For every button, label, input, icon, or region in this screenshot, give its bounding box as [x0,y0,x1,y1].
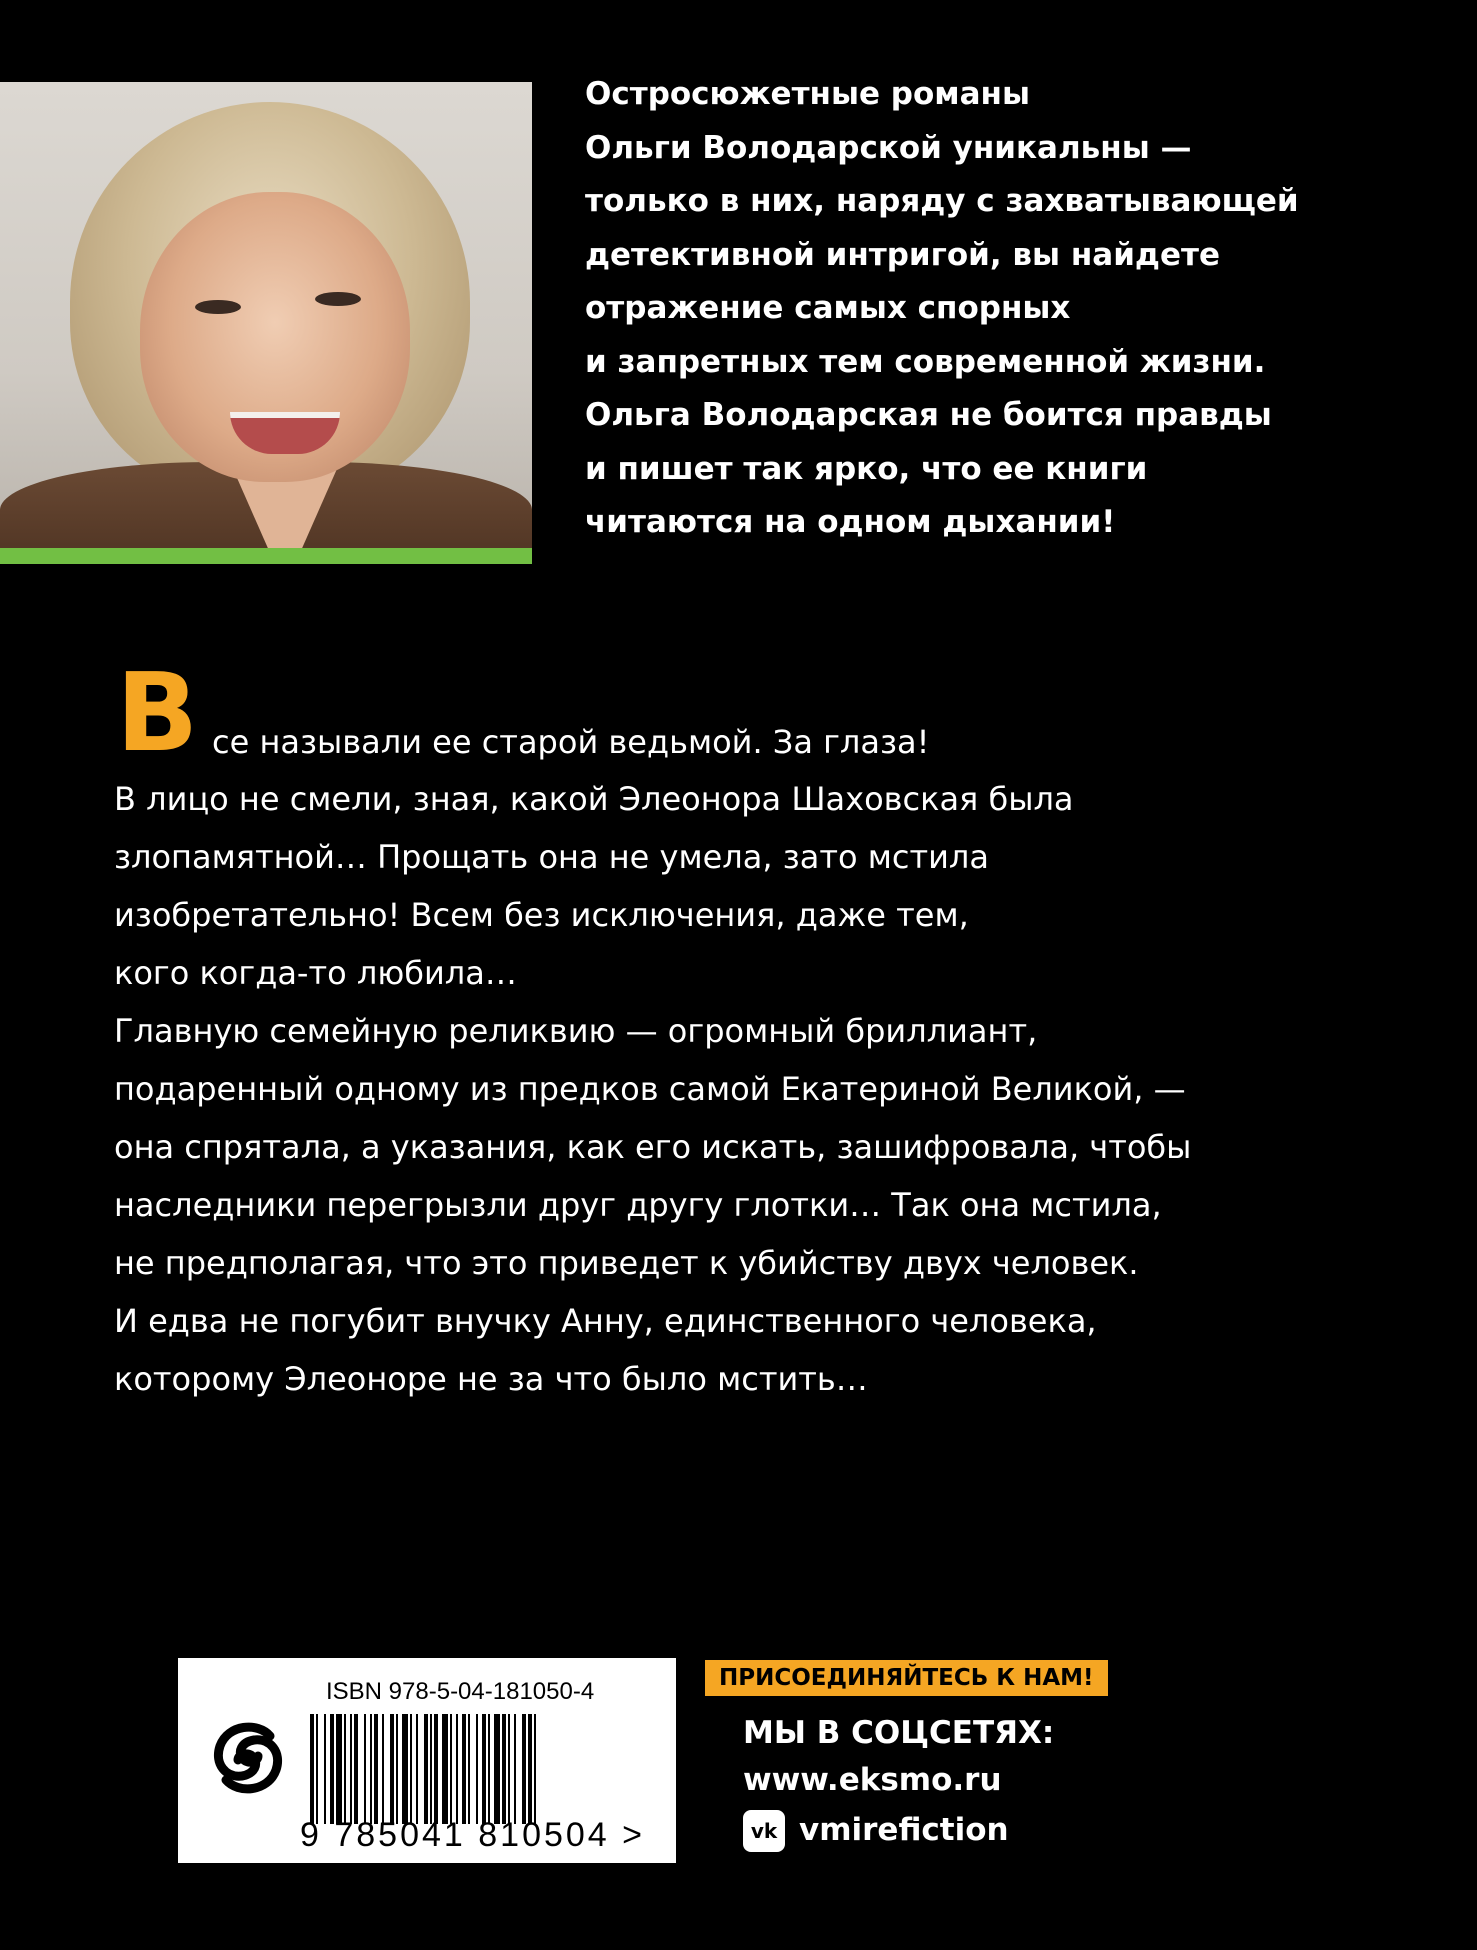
barcode-bar [316,1714,318,1824]
barcode-bar [374,1714,378,1824]
barcode-bar [324,1714,326,1824]
blurb-line: и пишет так ярко, что ее книги [585,450,1148,487]
photo-accent-bar [0,548,532,564]
barcode-bar [508,1714,510,1824]
blurb-line: и запретных тем современной жизни. [585,343,1266,380]
isbn-label: ISBN 978-5-04-181050-4 [326,1678,595,1705]
blurb-line: отражение самых спорных [585,290,1071,326]
barcode-bar [476,1714,478,1824]
barcode-bar [336,1714,342,1824]
barcode-bar [410,1714,412,1824]
barcode-bar [450,1714,452,1824]
barcode-bar [534,1714,536,1824]
annotation-line: она спрятала, а указания, как его искать, зашифровала, чтобы [114,1128,1192,1166]
annotation-line: злопамятной… Прощать она не умела, зато мстила [114,838,989,876]
blurb-line: читаются на одном дыхании! [585,504,1116,540]
barcode-bar [468,1714,470,1824]
barcode-bar [330,1714,334,1824]
barcode-bar [502,1714,506,1824]
barcode-bar [350,1714,352,1824]
barcode-bar [442,1714,448,1824]
barcode-bar [396,1714,398,1824]
barcode-bar [310,1714,314,1824]
drop-cap: В [116,651,199,776]
vk-handle: vmirefiction [799,1812,1009,1848]
barcode-bar [344,1714,346,1824]
barcode-bar [382,1714,384,1824]
barcode-bar [434,1714,438,1824]
barcode-bar [364,1714,366,1824]
barcode-bar [462,1714,466,1824]
blurb-line: только в них, наряду с захватывающей [585,183,1299,219]
annotation-line: Главную семейную реликвию — огромный бриллиант, [114,1012,1038,1050]
barcode-bar [430,1714,432,1824]
annotation-line: И едва не погубит внучку Анну, единственного человека, [114,1302,1097,1340]
barcode-bar [456,1714,458,1824]
barcode-bars [306,1714,646,1824]
barcode-bar [390,1714,394,1824]
barcode-bar [488,1714,490,1824]
barcode-box [178,1658,676,1863]
annotation-line: В лицо не смели, зная, какой Элеонора Шаховская была [114,780,1074,818]
barcode-bar [402,1714,408,1824]
annotation-line: наследники перегрызли друг другу глотки… Так она мстила, [114,1186,1162,1224]
annotation-line: не предполагая, что это приведет к убийству двух человек. [114,1244,1139,1282]
barcode-digits: 9 785041 810504 > [300,1816,646,1854]
barcode-bar [514,1714,516,1824]
barcode-bar [370,1714,372,1824]
barcode-bar [522,1714,526,1824]
vk-icon: vk [743,1810,785,1852]
social-title: МЫ В СОЦСЕТЯХ: [743,1715,1055,1751]
annotation-line: кого когда-то любила… [114,954,517,992]
join-us-badge: ПРИСОЕДИНЯЙТЕСЬ К НАМ! [705,1660,1108,1696]
annotation-line: которому Элеоноре не за что было мстить… [114,1360,868,1398]
barcode-bar [494,1714,500,1824]
barcode-bar [416,1714,418,1824]
blurb-line: Ольги Володарской уникальны — [585,129,1192,166]
author-blurb [585,68,1445,550]
annotation-line: подаренный одному из предков самой Екатериной Великой, — [114,1070,1186,1108]
barcode-bar [528,1714,532,1824]
blurb-line: Ольга Володарская не боится правды [585,397,1272,433]
blurb-line: Остросюжетные романы [585,76,1031,112]
blurb-line: детективной интригой, вы найдете [585,236,1220,273]
author-photo [0,82,532,564]
annotation-text [114,770,1191,1408]
eksmo-logo-icon [208,1718,288,1798]
barcode-bar [354,1714,358,1824]
annotation-line: изобретательно! Всем без исключения, даже тем, [114,896,969,934]
barcode-bar [482,1714,486,1824]
barcode-bar [424,1714,428,1824]
website-link[interactable]: www.eksmo.ru [743,1762,1002,1798]
annotation-first-line: се называли ее старой ведьмой. За глаза! [212,723,930,761]
